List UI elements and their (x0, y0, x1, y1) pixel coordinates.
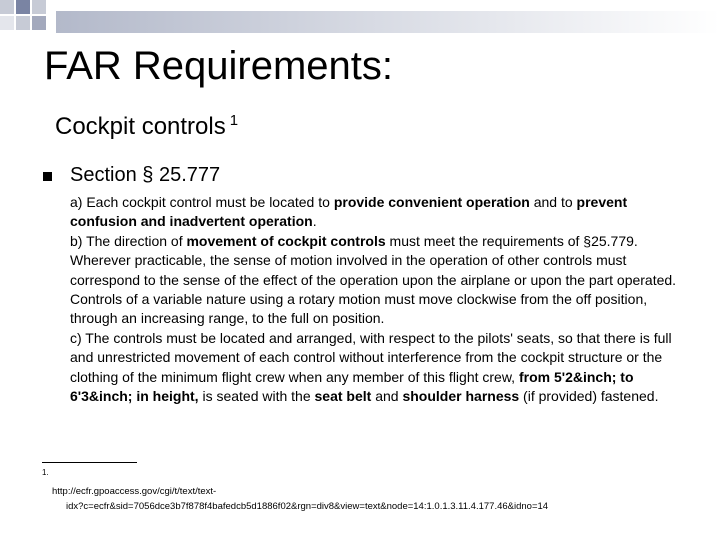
slide-title: FAR Requirements: (44, 44, 394, 88)
emphasized-text: shoulder harness (402, 388, 520, 405)
text-run: must meet the requirements of §25.779. Wherever practicable, the sense of motion involved in the operation of other controls must correspond to the sense of the effect of the operation upon the airplane or upon the part operated. Controls of a variable nature using a rotary motion must move clockwise from the off position, through an increasing range, to the full on position. (70, 232, 677, 327)
square-bullet-icon (43, 172, 52, 181)
paragraph-b (70, 232, 682, 329)
text-run: and to (529, 194, 577, 210)
footnote-url[interactable] (52, 484, 602, 514)
text-run: c) The controls must be located and arranged, with respect to the pilots' seats, so that there is full and unrestricted movement of each control without interference from the cockpit structure or the clothing of the minimum flight crew when any member of this flight crew, (70, 329, 672, 385)
paragraph-a (70, 193, 682, 232)
gradient-band (56, 11, 720, 33)
deco-square (16, 0, 30, 14)
deco-square (32, 16, 46, 30)
footnote-divider (42, 462, 137, 463)
text-run: and (371, 388, 403, 405)
footnote-url-line1: http://ecfr.gpoaccess.gov/cgi/t/text/text- (52, 486, 217, 498)
section-heading: Section § 25.777 (70, 164, 221, 186)
text-run: a) Each cockpit control must be located to (70, 194, 334, 210)
emphasized-text: prevent confusion and inadvertent operation (70, 194, 628, 230)
text-run: (if provided) fastened. (519, 388, 659, 405)
deco-square (32, 0, 46, 14)
text-run: . (312, 213, 317, 230)
title-decoration-bar (0, 0, 720, 40)
paragraph-c (70, 329, 682, 407)
deco-square (0, 16, 14, 30)
footnote (42, 465, 602, 514)
regulation-text (70, 193, 682, 406)
subtitle-text: Cockpit controls (55, 113, 226, 140)
emphasized-text: provide convenient operation (333, 194, 530, 210)
footnote-url-line2: idx?c=ecfr&sid=7056dce3b7f878f4bafedcb5d1886f02&rgn=div8&view=text&node=14:1.0.1.3.11.4.177.46&idno=14 (66, 501, 549, 513)
footnote-reference: 1 (229, 112, 239, 129)
footnote-mark: 1. (42, 468, 49, 477)
slide-subtitle (55, 106, 238, 142)
deco-square (16, 16, 30, 30)
emphasized-text: seat belt (314, 388, 372, 405)
emphasized-text: movement of cockpit controls (186, 232, 386, 249)
text-run: b) The direction of (70, 232, 187, 249)
deco-square (0, 0, 14, 14)
emphasized-text: from 5'2&inch; to 6'3&inch; in height, (70, 368, 634, 405)
text-run: is seated with the (198, 388, 315, 405)
